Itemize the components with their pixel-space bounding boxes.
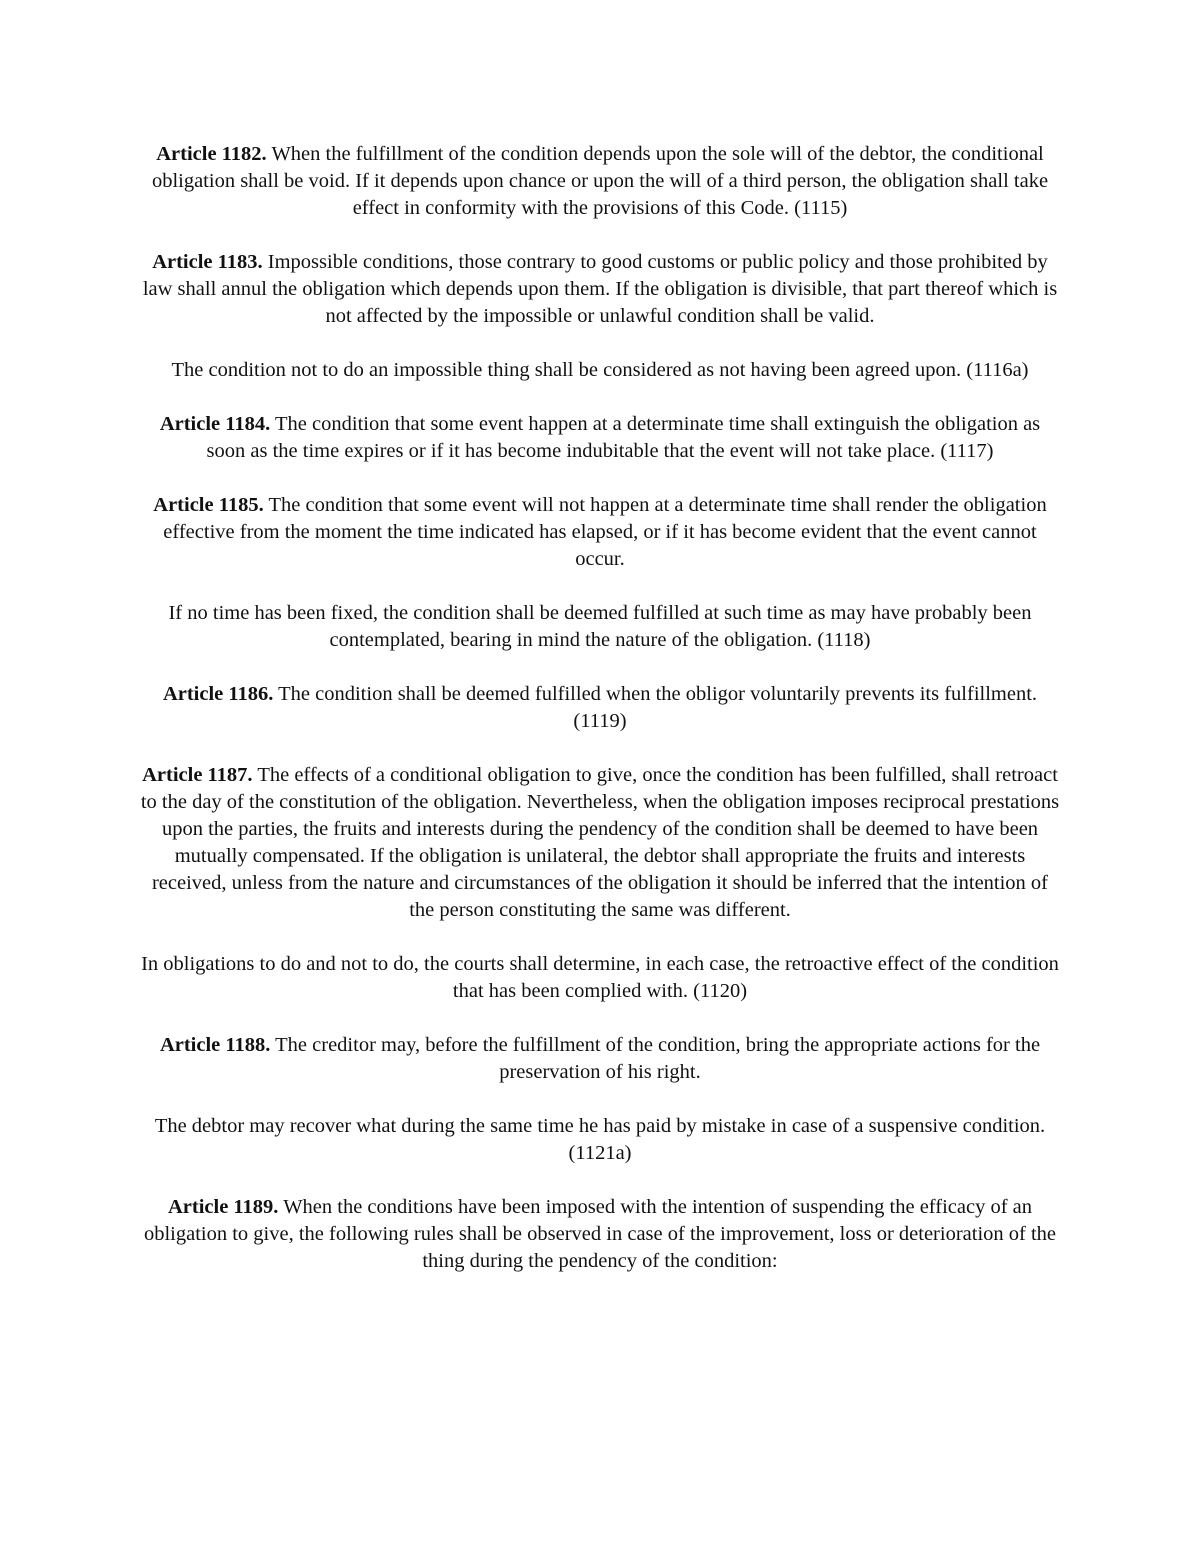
article-text: The condition that some event happen at a determinate time shall extinguish the obligation as soon as the time expires or if it has become indubitable that the event will not take place. (1117) (206, 413, 1041, 462)
article-1189-paragraph (140, 1194, 1060, 1275)
article-heading: Article 1182. (156, 143, 267, 165)
article-heading: Article 1187. (142, 764, 253, 786)
paragraph-text: The debtor may recover what during the same time he has paid by mistake in case of a suspensive condition. (1121a) (154, 1115, 1046, 1164)
article-heading: Article 1186. (162, 683, 274, 705)
article-heading: Article 1183. (152, 251, 263, 273)
article-text: The creditor may, before the fulfillment of the condition, bring the appropriate actions for the preservation of his right. (270, 1034, 1041, 1083)
article-heading: Article 1185. (153, 494, 264, 516)
article-1188-second-paragraph (140, 1113, 1060, 1167)
paragraph-text: The condition not to do an impossible thing shall be considered as not having been agreed upon. (1116a) (171, 359, 1029, 381)
article-1184-paragraph (140, 411, 1060, 465)
article-text: The condition shall be deemed fulfilled when the obligor voluntarily prevents its fulfillment. (1119) (273, 683, 1038, 732)
article-text: When the fulfillment of the condition depends upon the sole will of the debtor, the conditional obligation shall be void. If it depends upon chance or upon the will of a third person, the obligation shall take effect in conformity with the provisions of this Code. (1115) (151, 143, 1049, 219)
paragraph-text: If no time has been fixed, the condition shall be deemed fulfilled at such time as may have probably been contemplated, bearing in mind the nature of the obligation. (1118) (168, 602, 1032, 651)
article-1183-paragraph (140, 249, 1060, 330)
article-text: Impossible conditions, those contrary to good customs or public policy and those prohibited by law shall annul the obligation which depends upon them. If the obligation is divisible, that part thereof which is not affected by the impossible or unlawful condition shall be valid. (142, 251, 1058, 327)
article-1183-second-paragraph (140, 357, 1060, 384)
article-1188-paragraph (140, 1032, 1060, 1086)
article-1187-paragraph (140, 762, 1060, 924)
article-1186-paragraph (140, 681, 1060, 735)
article-1182-paragraph (140, 141, 1060, 222)
article-heading: Article 1184. (159, 413, 271, 435)
article-heading: Article 1188. (159, 1034, 271, 1056)
document-page (140, 141, 1060, 1302)
article-text: When the conditions have been imposed with the intention of suspending the efficacy of an obligation to give, the following rules shall be observed in case of the improvement, loss or deterioration of the thing during the pendency of the condition: (143, 1196, 1057, 1272)
article-1185-paragraph (140, 492, 1060, 573)
paragraph-text: In obligations to do and not to do, the courts shall determine, in each case, the retroactive effect of the condition that has been complied with. (1120) (141, 953, 1059, 1002)
article-heading: Article 1189. (167, 1196, 279, 1218)
article-1187-second-paragraph (140, 951, 1060, 1005)
article-1185-second-paragraph (140, 600, 1060, 654)
article-text: The effects of a conditional obligation to give, once the condition has been fulfilled, shall retroact to the day of the constitution of the obligation. Nevertheless, when the obligation imposes reciprocal prestations upon the parties, the fruits and interests during the pendency of the condition shall be deemed to have been mutually compensated. If the obligation is unilateral, the debtor shall appropriate the fruits and interests received, unless from the nature and circumstances of the obligation it should be inferred that the intention of the person constituting the same was different. (140, 764, 1060, 921)
article-text: The condition that some event will not happen at a determinate time shall render the obligation effective from the moment the time indicated has elapsed, or if it has become evident that the event cannot occur. (163, 494, 1047, 570)
